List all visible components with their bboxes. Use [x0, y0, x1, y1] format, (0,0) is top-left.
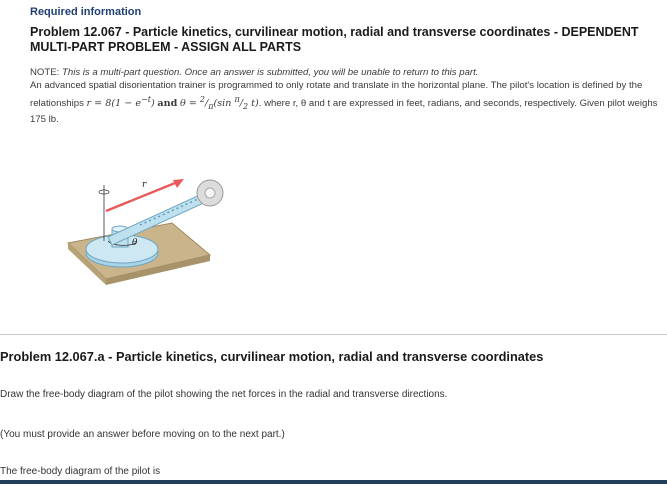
note-body-1: An advanced spatial disorientation trainer is programmed to only rotate and translate in the horizontal plane. The pilot's location is defined by the relationships [30, 80, 643, 109]
note-warning: This is a multi-part question. Once an answer is submitted, you will be unable to return to this part. [62, 67, 479, 78]
and-word: and [157, 97, 178, 109]
theta-label: θ [132, 238, 138, 248]
must-answer-note: (You must provide an answer before moving on to the next part.) [0, 429, 285, 440]
part-a-title: Problem 12.067.a - Particle kinetics, curvilinear motion, radial and transverse coordinates [0, 349, 544, 364]
fbd-prompt: The free-body diagram of the pilot is [0, 466, 161, 477]
section-divider [0, 334, 667, 335]
problem-note [30, 66, 662, 126]
required-information-label: Required information [30, 6, 142, 18]
part-a-instruction: Draw the free-body diagram of the pilot showing the net forces in the radial and transverse directions. [0, 389, 448, 400]
r-equation: $r = 8(1 - e^{-t})$ [86, 94, 155, 109]
note-prefix: NOTE: [30, 67, 60, 78]
problem-title: Problem 12.067 - Particle kinetics, curvilinear motion, radial and transverse coordinates - DEPENDENT MULTI-PART PROBLEM - ASSIGN ALL PARTS [30, 25, 639, 54]
theta-equation: $\theta = ^2/_\pi(\sin$ $^\pi/_2$ t) [179, 94, 259, 111]
trainer-figure [60, 163, 240, 293]
r-label: r [142, 180, 147, 190]
bottom-bar [0, 480, 667, 484]
note-body-2: . where r, θ and t are expressed in feet, radians, and seconds, respectively. Given pilot weighs 175 lb. [30, 97, 658, 125]
